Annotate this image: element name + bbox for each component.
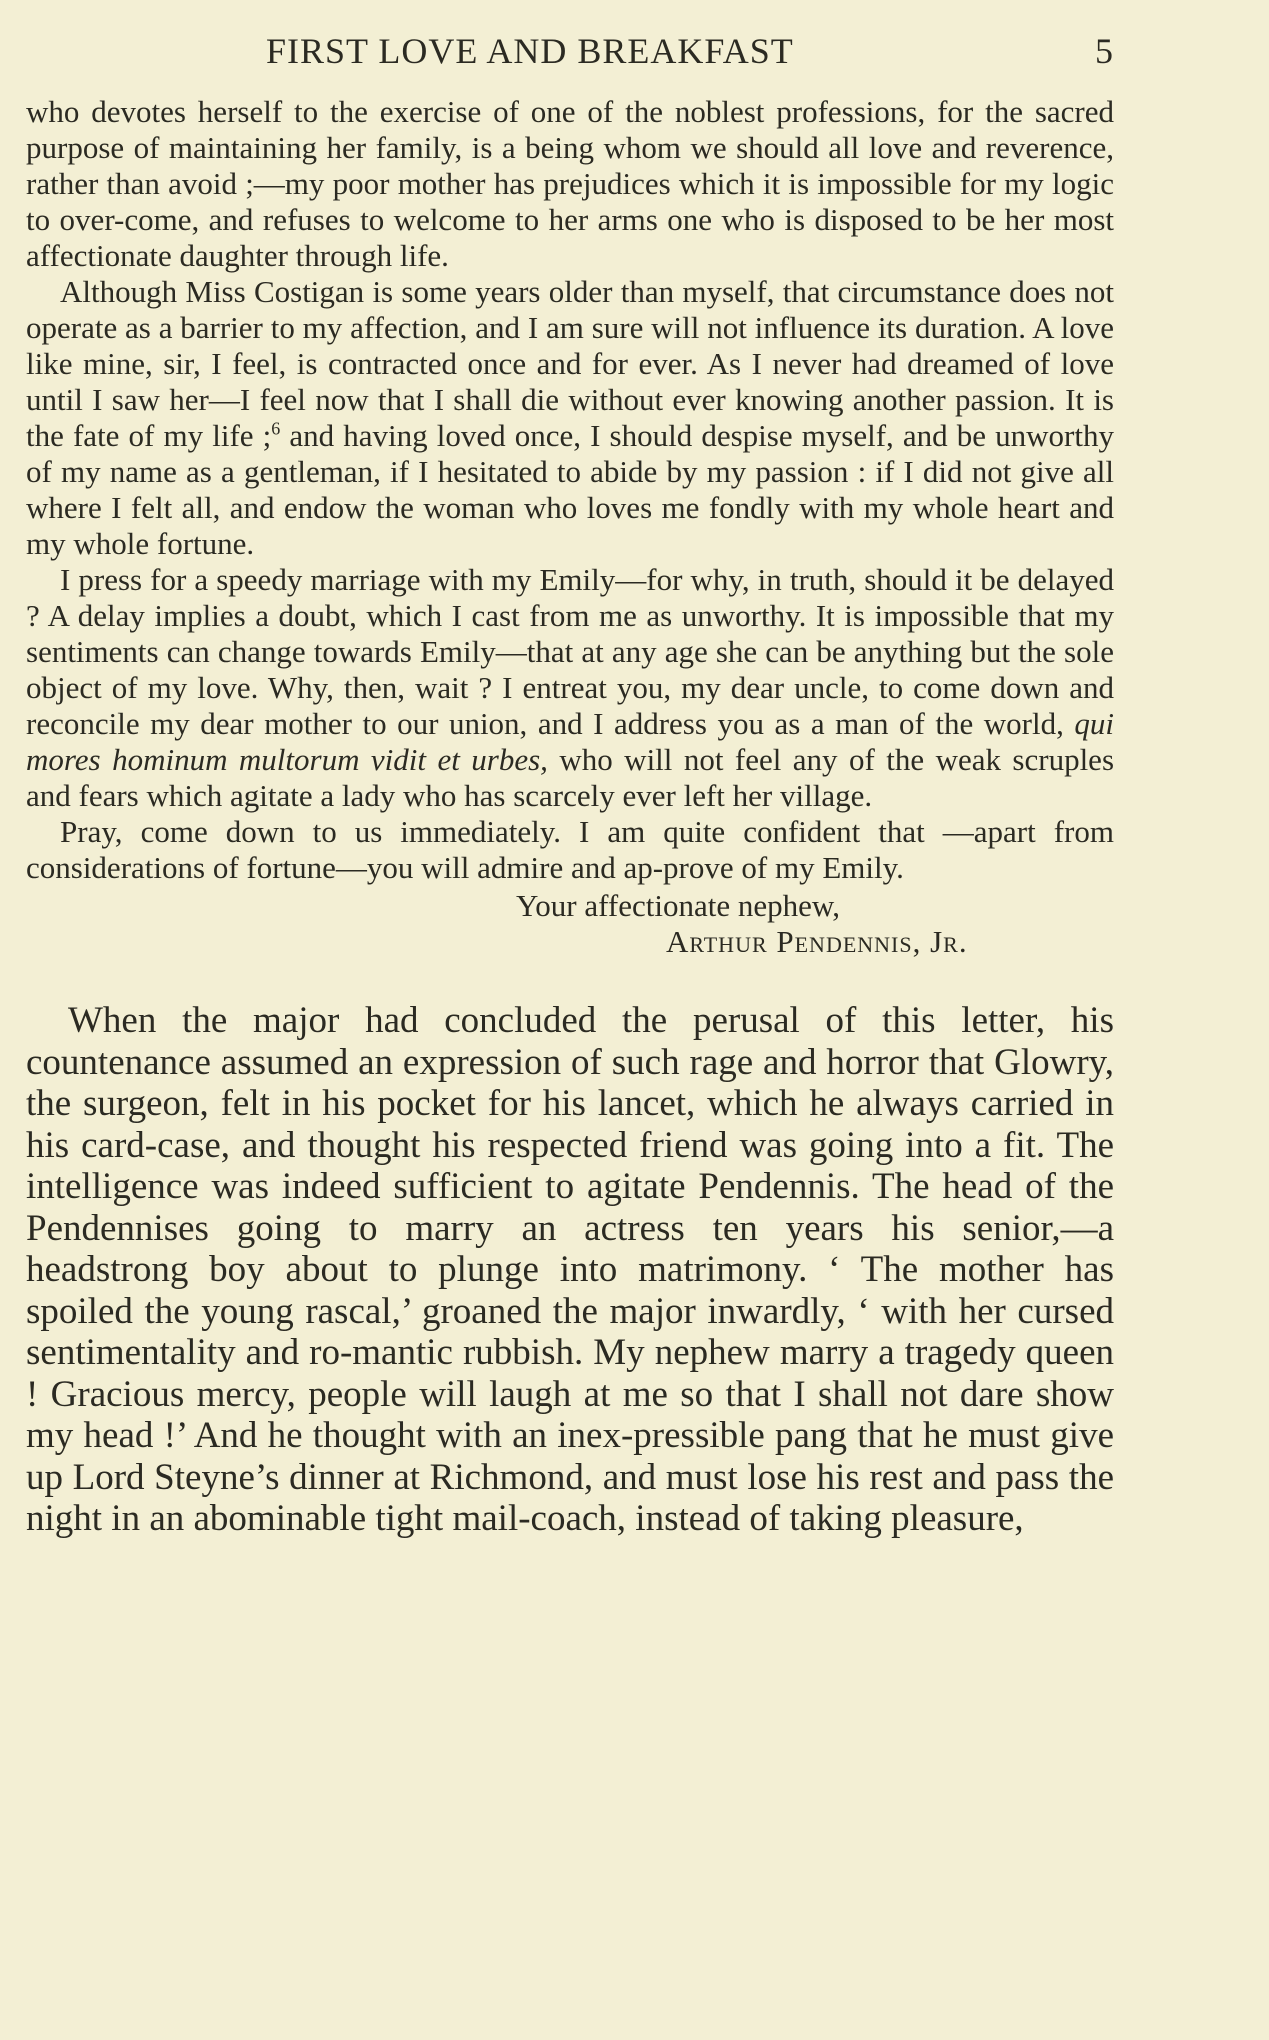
letter-paragraph — [26, 274, 1114, 562]
narrative-paragraph: When the major had concluded the perusal of this letter, his countenance assumed an expression of such rage and horror that Glowry, the surgeon, felt in his pocket for his lancet, which he always carried in his card-case, and thought his respected friend was going into a fit. The intelligence was indeed sufficient to agitate Pendennis. The head of the Pendennises going to marry an actress ten years his senior,—a headstrong boy about to plunge into matrimony. ‘ The mother has spoiled the young rascal,’ groaned the major inwardly, ‘ with her cursed sentimentality and ro-mantic rubbish. My nephew marry a tragedy queen ! Gracious mercy, people will laugh at me so that I shall not dare show my head !’ And he thought with an inex-pressible pang that he must give up Lord Steyne’s dinner at Richmond, and must lose his rest and pass the night in an abominable tight mail-coach, instead of taking pleasure, — [26, 1000, 1114, 1539]
latin-quotation: qui mores hominum multorum vidit et urbes, — [26, 706, 1114, 777]
letter-paragraph: who devotes herself to the exercise of one of the noblest professions, for the sacred purpose of maintaining her family, is a being whom we should all love and reverence, rather than avoid ;—my poor mother has prejudices which it is impossible for my logic to over-come, and refuses to welcome to her arms one who is disposed to be her most affectionate daughter through life. — [26, 94, 1114, 273]
letter-paragraph: Pray, come down to us immediately. I am quite confident that —apart from considerations of fortune—you will admire and ap-prove of my Emily. — [26, 814, 1114, 885]
footnote-marker: 6 — [271, 418, 281, 439]
page-number: 5 — [1095, 31, 1114, 71]
letter-text-span: I press for a speedy marriage with my Emily—for why, in truth, should it be delayed ? A delay implies a doubt, which I cast from me as unworthy. It is impossible that my sentiments can change towards Emily—that at any age she can be anything but the sole object of my love. Why, then, wait ? I entreat you, my dear uncle, to come down and reconcile my dear mother to our union, and I address you as a man of the world, — [26, 562, 1114, 741]
letter-closing: Your affectionate nephew, — [516, 888, 840, 923]
letter-paragraph — [26, 562, 1114, 814]
running-head — [26, 30, 1114, 72]
letter-text-span: and having loved once, I should despise myself, and be unworthy of my name as a gentleman, if I hesitated to abide by my passion : if I did not give all where I felt all, and endow the woman who loves me fondly with my whole heart and my whole fortune. — [26, 418, 1114, 561]
chapter-title: FIRST LOVE AND BREAKFAST — [266, 31, 794, 71]
letter-text-span: Although Miss Costigan is some years older than myself, that circumstance does not operate as a barrier to my affection, and I am sure will not influence its duration. A love like mine, sir, I feel, is contracted once and for ever. As I never had dreamed of love until I saw her—I feel now that I shall die without ever knowing another passion. It is the fate of my life ; — [26, 274, 1114, 453]
narrative-text — [26, 1000, 1114, 1540]
letter-signature: Arthur Pendennis, Jr. — [666, 924, 968, 959]
letter-text — [26, 94, 1114, 960]
letter-text-span: who will not feel any of the weak scruples and fears which agitate a lady who has scarcely ever left her village. — [26, 742, 1115, 813]
